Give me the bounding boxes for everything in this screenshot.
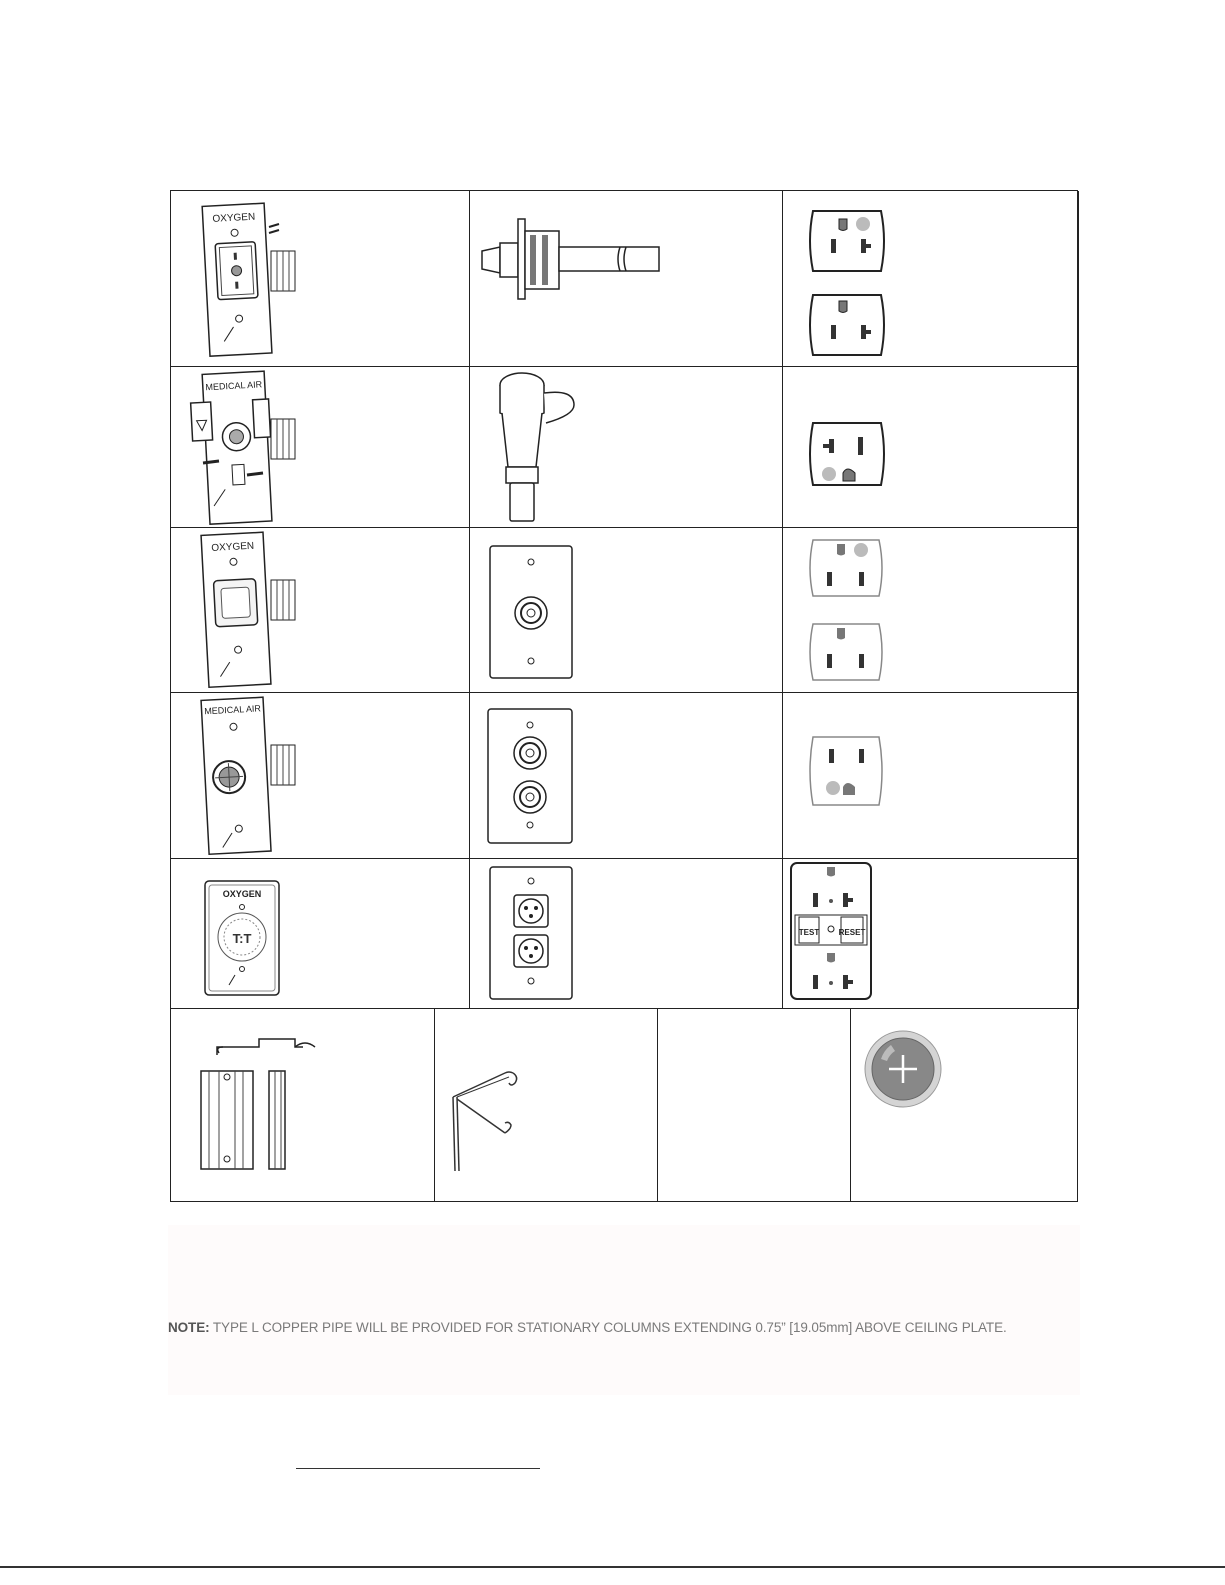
receptacle-bottom: [810, 295, 884, 355]
cell-oxygen-outlet-flush: [171, 191, 470, 367]
cell-oxygen-outlet-square: [171, 528, 470, 693]
cell-single-jack-plate: [470, 528, 783, 693]
signature-line: [296, 1468, 540, 1469]
mounting-rail-illustration: [171, 1009, 435, 1201]
page-bottom-rule: [0, 1566, 1225, 1568]
cell-xlr-jack-plate: [470, 859, 783, 1009]
gfci-receptacle-illustration: [783, 859, 1079, 1009]
svg-text:T:T: T:T: [232, 931, 252, 946]
oxygen-label: OXYGEN: [211, 540, 255, 554]
cell-twist-lock-receptacle: [851, 1009, 1079, 1201]
cell-mounting-rail: [171, 1009, 435, 1201]
note-text: TYPE L COPPER PIPE WILL BE PROVIDED FOR STATIONARY COLUMNS EXTENDING 0.75” [19.05mm] ABOVE CEILING PLATE.: [209, 1320, 1007, 1335]
cell-iv-hook: [435, 1009, 658, 1201]
oxygen-panel-illustration: [171, 859, 470, 1009]
medical-air-label: MEDICAL AIR: [205, 379, 263, 393]
single-receptacle-standard-illustration: [783, 693, 1079, 859]
cell-duplex-receptacle-standard: [783, 528, 1079, 693]
medical-air-outlet-illustration: [171, 367, 470, 528]
iv-hook-illustration: [435, 1009, 658, 1201]
cell-medical-air-outlet: [171, 367, 470, 528]
cell-hose-connector: [470, 191, 783, 367]
cell-gfci-receptacle: [783, 859, 1079, 1009]
cell-medical-air-outlet-knob: [171, 693, 470, 859]
single-receptacle-illustration: [783, 367, 1079, 528]
cell-oxygen-outlet-panel: [171, 859, 470, 1009]
note-band: [168, 1225, 1080, 1395]
medical-air-label: MEDICAL AIR: [204, 703, 262, 717]
cell-empty: [658, 1009, 851, 1201]
single-jack-plate-illustration: [470, 528, 783, 693]
note-prefix: NOTE:: [168, 1320, 210, 1335]
dual-jack-plate-illustration: [470, 693, 783, 859]
quick-connect-adapter-illustration: [470, 367, 783, 528]
xlr-jack-plate-illustration: [470, 859, 783, 1009]
oxygen-label: OXYGEN: [212, 211, 256, 225]
oxygen-square-outlet-illustration: [171, 528, 470, 693]
oxygen-label: OXYGEN: [222, 889, 262, 899]
component-grid: [170, 190, 1078, 1202]
duplex-receptacle-illustration: [783, 191, 1079, 367]
reset-button-label: RESET: [838, 928, 866, 937]
cell-duplex-receptacle-hospital: [783, 191, 1079, 367]
receptacle-top: [810, 211, 884, 271]
twist-lock-receptacle-illustration: [851, 1009, 1079, 1201]
test-button-label: TEST: [798, 928, 820, 937]
cell-single-receptacle-standard: [783, 693, 1079, 859]
cell-quick-connect-adapter: [470, 367, 783, 528]
cell-dual-jack-plate: [470, 693, 783, 859]
hose-connector-illustration: [470, 191, 783, 367]
medical-air-knob-illustration: [171, 693, 470, 859]
duplex-receptacle-standard-illustration: [783, 528, 1079, 693]
cell-single-receptacle-hospital: [783, 367, 1079, 528]
oxygen-outlet-illustration: [171, 191, 470, 367]
installation-note: [168, 1320, 1068, 1335]
